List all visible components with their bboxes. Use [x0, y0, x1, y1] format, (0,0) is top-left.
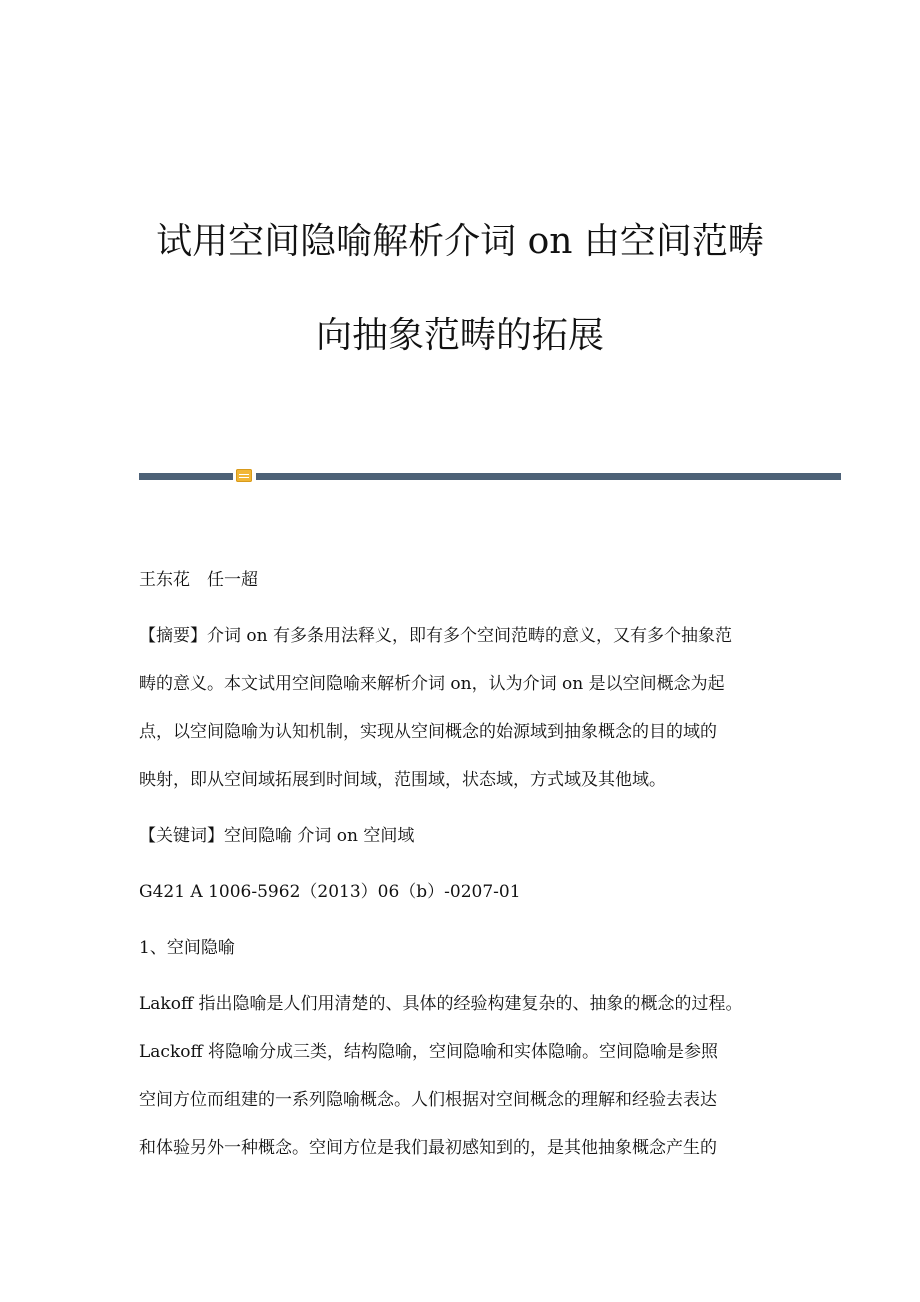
abstract-line-4: 映射，即从空间域拓展到时间域，范围域，状态域，方式域及其他域。	[139, 770, 666, 790]
abstract-line-2: 畴的意义。本文试用空间隐喻来解析介词 on，认为介词 on 是以空间概念为起	[139, 674, 725, 694]
title-line-1: 试用空间隐喻解析介词 on 由空间范畴	[156, 221, 764, 262]
paragraph-2-line-3: 和体验另外一种概念。空间方位是我们最初感知到的，是其他抽象概念产生的	[139, 1138, 717, 1158]
divider-badge-icon	[236, 469, 252, 482]
keywords-line	[139, 825, 414, 847]
keywords-label: 【关键词】	[139, 826, 224, 846]
abstract-text: 介词 on 有多条用法释义，即有多个空间范畴的意义，又有多个抽象范	[207, 626, 732, 646]
abstract-label: 【摘要】	[139, 626, 207, 646]
section-heading: 1、空间隐喻	[139, 938, 235, 958]
divider-bar-left	[139, 473, 233, 480]
title-line-2: 向抽象范畴的拓展	[315, 315, 604, 356]
title-divider	[139, 469, 841, 483]
divider-bar-right	[256, 473, 841, 480]
classification-code: G421 A 1006-5962（2013）06（b）-0207-01	[139, 882, 521, 902]
abstract-line-1	[139, 625, 732, 647]
keywords-value: 空间隐喻 介词 on 空间域	[224, 826, 415, 846]
abstract-line-3: 点，以空间隐喻为认知机制，实现从空间概念的始源域到抽象概念的目的域的	[139, 722, 717, 742]
paragraph-2-line-1: Lackoff 将隐喻分成三类，结构隐喻，空间隐喻和实体隐喻。空间隐喻是参照	[139, 1042, 718, 1062]
authors: 王东花 任一超	[139, 570, 258, 590]
paragraph-2-line-2: 空间方位而组建的一系列隐喻概念。人们根据对空间概念的理解和经验去表达	[139, 1090, 717, 1110]
paragraph-1-line-1: Lakoff 指出隐喻是人们用清楚的、具体的经验构建复杂的、抽象的概念的过程。	[139, 994, 743, 1014]
